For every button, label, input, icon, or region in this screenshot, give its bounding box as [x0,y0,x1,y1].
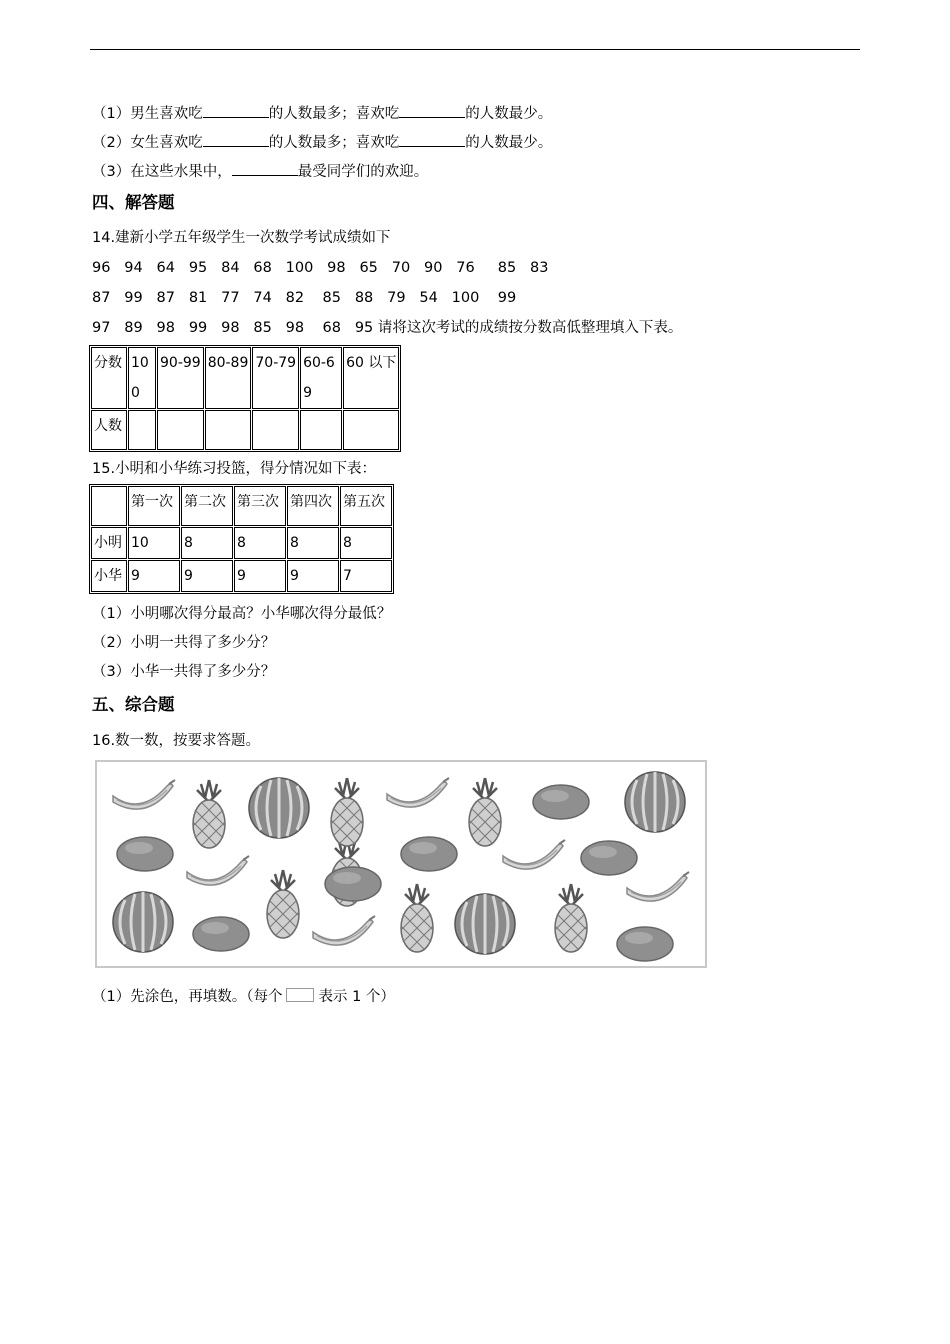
score-cell: 9 [128,560,180,592]
pineapple-image [267,870,299,938]
banana-image [503,840,565,869]
banana-image [313,916,375,945]
question-3-3: （3）在这些水果中， 最受同学们的欢迎。 [92,161,428,182]
scores-line-3: 97 89 98 99 98 85 98 68 95 请将这次考试的成绩按分数高低整理填入下表。 [92,320,683,336]
question-3-1: （1）男生喜欢吃 的人数最多；喜欢吃 的人数最少。 [92,103,552,124]
table-header-cell [91,486,127,526]
answer-cell[interactable] [343,410,399,450]
problem-16-intro: 16.数一数，按要求答题。 [92,733,261,749]
banana-image [387,778,449,807]
answer-cell[interactable] [157,410,204,450]
answer-cell[interactable] [300,410,342,450]
problem-15-intro: 15.小明和小华练习投篮，得分情况如下表： [92,461,377,477]
table-header-cell: 80-89 [205,347,252,409]
table-header-cell: 第五次 [340,486,392,526]
player-name: 小明 [91,527,127,559]
table-header-cell: 第三次 [234,486,286,526]
table-header-cell: 第二次 [181,486,233,526]
banana-image [113,780,175,809]
legend-square-icon [286,988,314,1002]
pineapple-image [331,778,363,846]
pineapple-image [555,884,587,952]
table-header-cell: 70-79 [252,347,299,409]
problem-16-q1: （1）先涂色，再填数。（每个 表示 1 个） [92,989,395,1005]
score-cell: 10 [128,527,180,559]
problem-14-intro: 14.建新小学五年级学生一次数学考试成绩如下 [92,230,391,246]
section-5-title: 五、综合题 [92,695,175,714]
table-row [91,527,392,559]
score-cell: 9 [181,560,233,592]
answer-cell[interactable] [128,410,156,450]
watermelon-image [113,892,173,952]
score-cell: 8 [234,527,286,559]
table-row-label: 人数 [91,410,127,450]
fruit-picture-frame [95,760,707,968]
mango-image [617,927,673,961]
answer-cell[interactable] [205,410,252,450]
score-distribution-table [89,345,401,452]
problem-15-q3: （3）小华一共得了多少分？ [92,664,276,680]
score-cell: 9 [287,560,339,592]
score-cell: 8 [287,527,339,559]
banana-image [627,872,689,901]
table-header-cell: 90-99 [157,347,204,409]
answer-blank[interactable] [232,161,298,176]
mango-image [325,867,381,901]
fruit-picture [97,762,705,966]
score-cell: 8 [340,527,392,559]
problem-15-q1: （1）小明哪次得分最高？小华哪次得分最低？ [92,606,392,622]
header-rule [90,49,860,50]
table-header-cell: 分数 [91,347,127,409]
table-row [91,560,392,592]
table-header-cell: 60 以下 [343,347,399,409]
table-header-row [91,486,392,526]
problem-15-q2: （2）小明一共得了多少分？ [92,635,276,651]
score-cell: 9 [234,560,286,592]
basketball-score-table [89,484,394,594]
mango-image [401,837,457,871]
table-header-cell: 第一次 [128,486,180,526]
score-cell: 7 [340,560,392,592]
section-4-title: 四、解答题 [92,193,175,212]
answer-blank[interactable] [399,103,465,118]
pineapple-image [401,884,433,952]
table-header-cell: 第四次 [287,486,339,526]
watermelon-image [249,778,309,838]
pineapple-image [469,778,501,846]
watermelon-image [625,772,685,832]
banana-image [187,856,249,885]
watermelon-image [455,894,515,954]
answer-blank[interactable] [203,132,269,147]
table-header-cell: 100 [128,347,156,409]
table-header-row [91,347,399,409]
table-header-cell: 60-69 [300,347,342,409]
answer-cell[interactable] [252,410,299,450]
pineapple-image [193,780,225,848]
mango-image [533,785,589,819]
mango-image [193,917,249,951]
score-cell: 8 [181,527,233,559]
mango-image [117,837,173,871]
answer-blank[interactable] [203,103,269,118]
answer-blank[interactable] [399,132,465,147]
scores-line-1: 96 94 64 95 84 68 100 98 65 70 90 76 85 83 [92,260,549,276]
player-name: 小华 [91,560,127,592]
table-row [91,410,399,450]
question-3-2: （2）女生喜欢吃 的人数最多；喜欢吃 的人数最少。 [92,132,552,153]
scores-line-2: 87 99 87 81 77 74 82 85 88 79 54 100 99 [92,290,517,306]
mango-image [581,841,637,875]
